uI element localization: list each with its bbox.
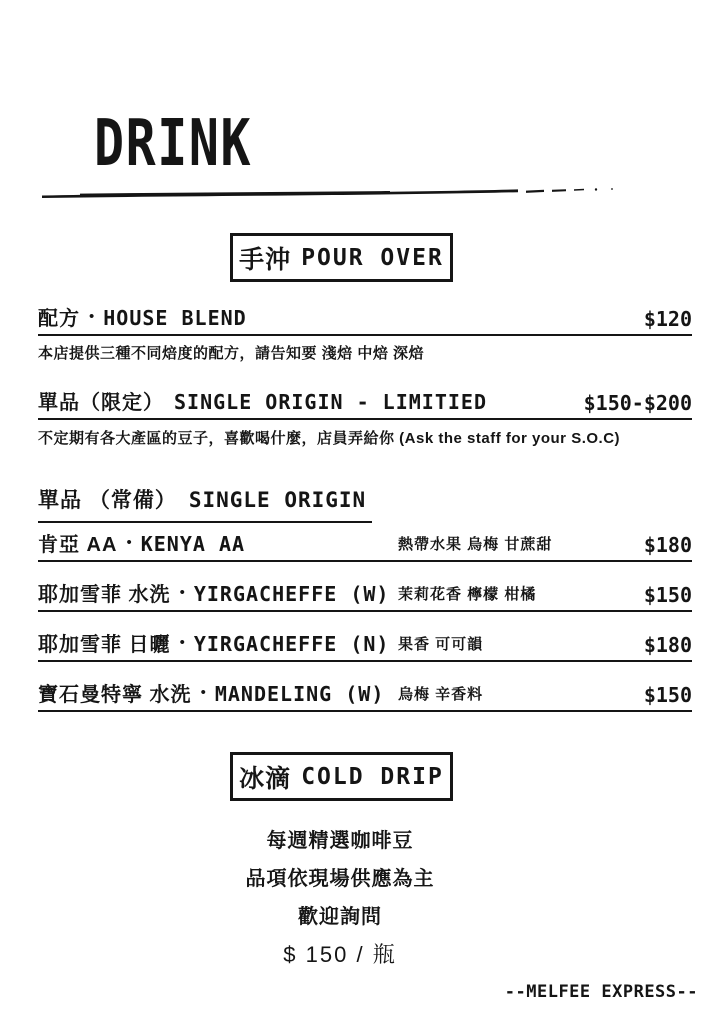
- cold-drip-line: 品項依現場供應為主: [245, 868, 435, 890]
- single-origin-heading-en: SINGLE ORIGIN: [188, 488, 367, 512]
- item-name-zh: 耶加雪菲 日曬: [38, 634, 171, 656]
- bullet-separator: •: [126, 534, 132, 551]
- cold-drip-tag-zh: 冰滴: [239, 764, 292, 793]
- menu-row-yirgacheffe-natural: [38, 626, 692, 662]
- cold-drip-line: 歡迎詢問: [298, 906, 382, 928]
- item-name: [38, 386, 487, 415]
- item-price: $150: [643, 683, 692, 707]
- item-name-en: HOUSE BLEND: [103, 306, 247, 330]
- item-price: $150: [643, 583, 692, 607]
- bullet-separator: •: [89, 308, 95, 325]
- bullet-separator: •: [179, 634, 185, 651]
- menu-row-kenya-aa: [38, 526, 692, 562]
- item-name-en: MANDELING (W): [214, 682, 385, 706]
- item-name-zh: 肯亞 AA: [38, 534, 118, 556]
- item-name-zh: 單品（限定）: [38, 392, 164, 414]
- item-name: [38, 678, 384, 707]
- bullet-separator: •: [179, 584, 185, 601]
- menu-row-single-origin-limited: [38, 384, 692, 420]
- cold-drip-description: [160, 824, 520, 978]
- item-name: [38, 628, 389, 657]
- single-origin-heading-zh: 單品 （常備）: [38, 489, 177, 512]
- brush-stroke-divider: [40, 181, 630, 203]
- item-name-en: YIRGACHEFFE (N): [193, 632, 390, 656]
- cold-drip-price: $ 150 / 瓶: [283, 942, 397, 967]
- item-name-zh: 寶石曼特寧 水洗: [38, 684, 192, 706]
- item-name-en: SINGLE ORIGIN - LIMITIED: [174, 390, 487, 414]
- cold-drip-tag-en: COLD DRIP: [301, 763, 444, 790]
- pour-over-section-tag: [230, 233, 453, 282]
- item-price: $120: [643, 307, 692, 331]
- menu-row-yirgacheffe-washed: [38, 576, 692, 612]
- item-name-en: KENYA AA: [140, 532, 246, 556]
- item-price: $150-$200: [583, 391, 692, 415]
- pour-over-tag-zh: 手沖: [239, 245, 292, 274]
- tasting-notes: 茉莉花香 檸檬 柑橘: [398, 586, 537, 603]
- tasting-notes: 烏梅 辛香料: [398, 686, 484, 703]
- cold-drip-line: 每週精選咖啡豆: [266, 830, 414, 852]
- bullet-separator: •: [200, 684, 206, 701]
- tasting-notes: 熱帶水果 烏梅 甘蔗甜: [398, 536, 553, 553]
- menu-row-mandeling-washed: [38, 676, 692, 712]
- tasting-notes: 果香 可可韻: [398, 636, 484, 653]
- pour-over-tag-en: POUR OVER: [301, 244, 444, 271]
- item-price: $180: [643, 633, 692, 657]
- single-origin-heading: [38, 484, 372, 523]
- item-name: [38, 528, 245, 557]
- item-name-en: YIRGACHEFFE (W): [193, 582, 390, 606]
- item-name-zh: 耶加雪菲 水洗: [38, 584, 171, 606]
- page-title: DRINK: [94, 107, 253, 181]
- single-origin-limited-note: 不定期有各大產區的豆子，喜歡喝什麼，店員弄給你 (Ask the staff for your S.O.C): [38, 430, 621, 447]
- cold-drip-section-tag: [230, 752, 453, 801]
- item-name: [38, 302, 247, 331]
- item-name: [38, 578, 389, 607]
- menu-row-house-blend: [38, 300, 692, 336]
- house-blend-note: 本店提供三種不同焙度的配方，請告知要 淺焙 中焙 深焙: [38, 345, 425, 362]
- item-price: $180: [643, 533, 692, 557]
- item-name-zh: 配方: [38, 308, 80, 330]
- brand-footer: --MELFEE EXPRESS--: [504, 982, 698, 1002]
